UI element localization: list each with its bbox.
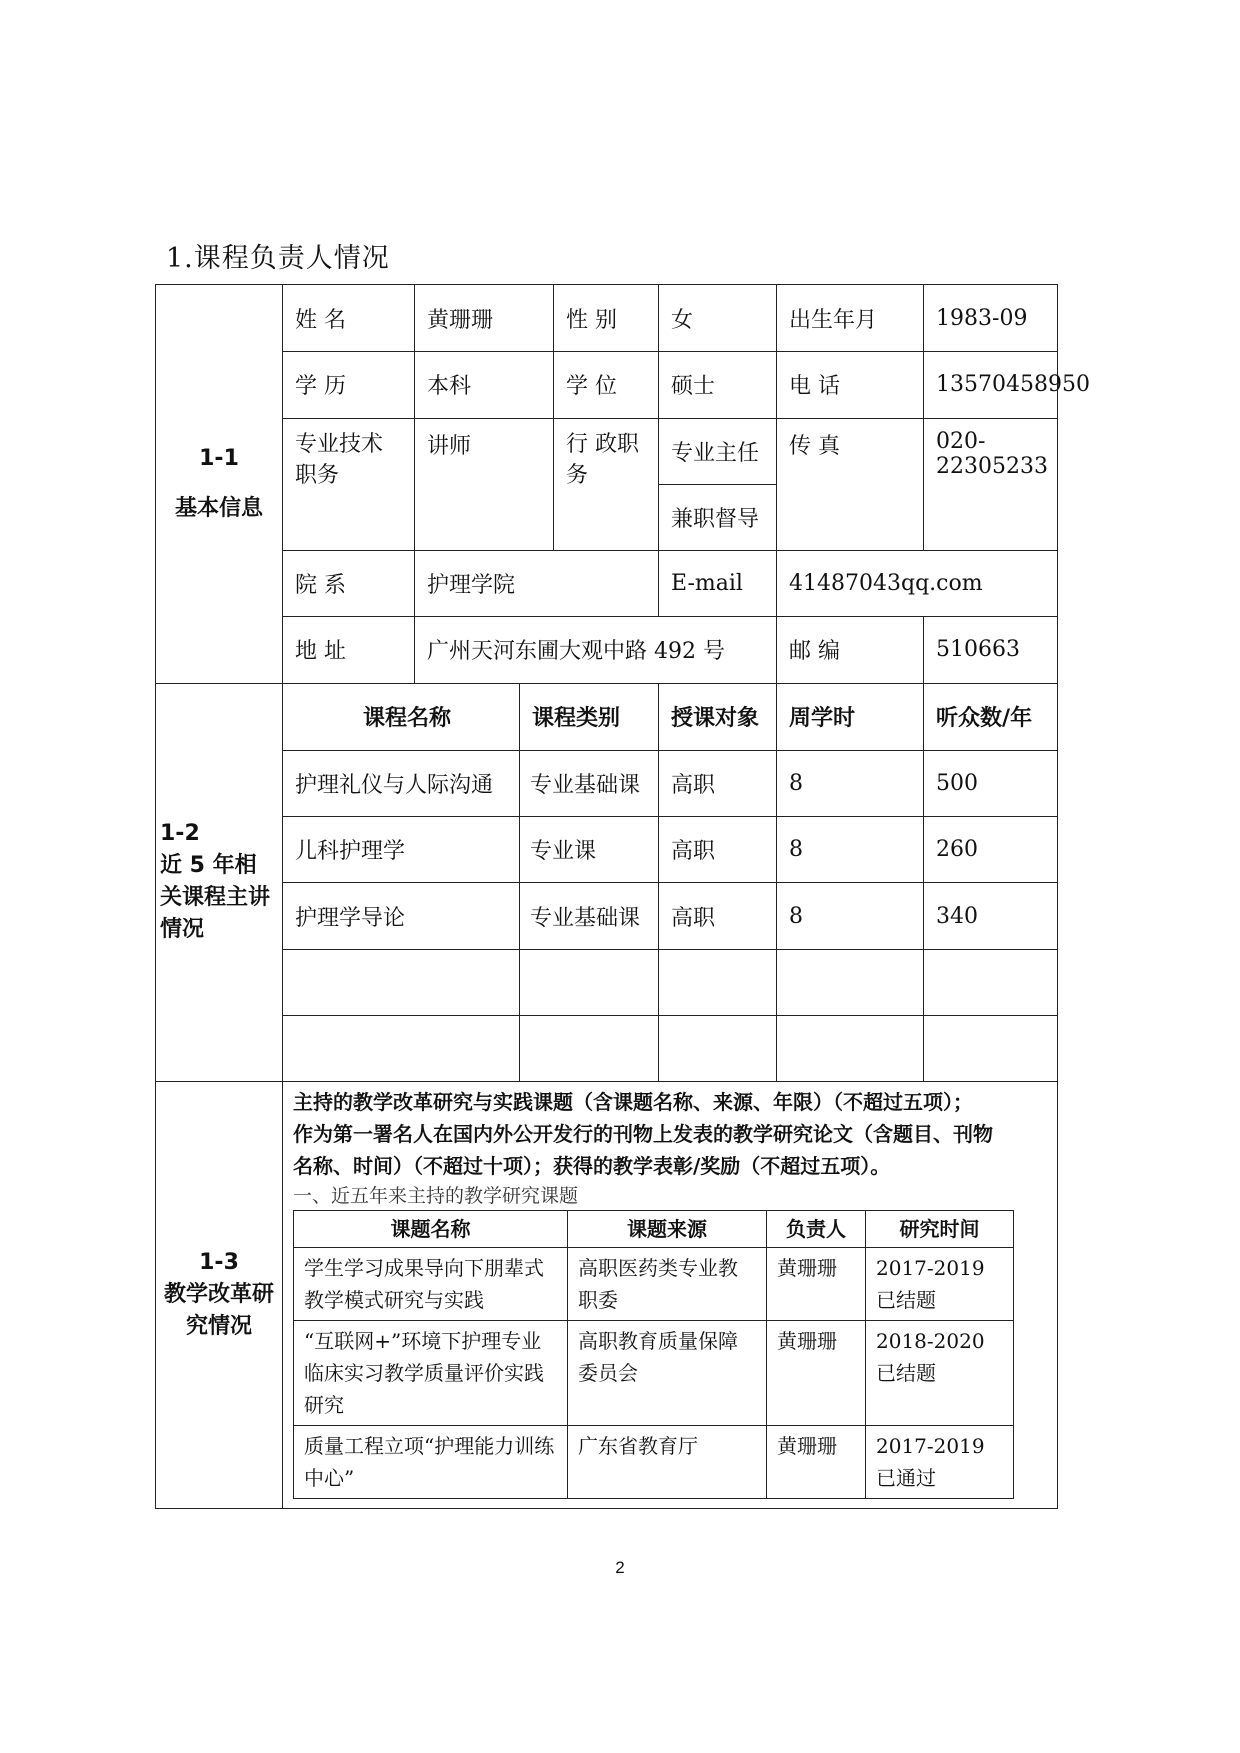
fax-value: 020-22305233 xyxy=(924,418,1058,551)
fax-label: 传 真 xyxy=(777,418,924,551)
birth-value: 1983-09 xyxy=(924,285,1058,352)
project-period xyxy=(866,1426,1014,1499)
course-type: 专业课 xyxy=(520,817,659,883)
course-target: 高职 xyxy=(659,750,777,816)
project-name: “互联网+”环境下护理专业临床实习教学质量评价实践研究 xyxy=(294,1321,568,1426)
admin-value-2: 兼职督导 xyxy=(659,484,777,550)
project-period xyxy=(866,1321,1014,1426)
section-1-1-code: 1-1 xyxy=(199,445,239,471)
course-hours: 8 xyxy=(777,817,924,883)
section-1-2-label xyxy=(156,683,283,1082)
project-source: 高职医药类专业教职委 xyxy=(568,1248,767,1321)
course-audience: 260 xyxy=(924,817,1058,883)
course-hours: 8 xyxy=(777,750,924,816)
project-period xyxy=(866,1248,1014,1321)
course-row-empty xyxy=(156,949,1058,1015)
admin-value-1: 专业主任 xyxy=(659,418,777,484)
project-status: 已结题 xyxy=(876,1361,936,1386)
reform-desc-1: 主持的教学改革研究与实践课题（含课题名称、来源、年限）（不超过五项）； xyxy=(293,1090,973,1115)
project-leader: 黄珊珊 xyxy=(767,1426,866,1499)
course-target: 高职 xyxy=(659,883,777,949)
course-row-empty xyxy=(156,1015,1058,1081)
research-projects-table xyxy=(293,1210,1014,1499)
section-1-3-name: 教学改革研究情况 xyxy=(163,1282,274,1340)
name-label xyxy=(283,285,415,352)
gender-value: 女 xyxy=(659,285,777,352)
name-value: 黄珊珊 xyxy=(415,285,554,352)
project-status: 已通过 xyxy=(876,1466,936,1491)
addr-label: 地 址 xyxy=(283,617,415,683)
birth-label: 出生年月 xyxy=(777,285,924,352)
project-name: 质量工程立项“护理能力训练中心” xyxy=(294,1426,568,1499)
section-1-2-name: 近 5 年相关课程主讲情况 xyxy=(160,853,271,943)
course-header-target: 授课对象 xyxy=(659,683,777,750)
project-header-name: 课题名称 xyxy=(294,1211,568,1248)
section-1-3-code: 1-3 xyxy=(199,1250,239,1276)
project-source: 广东省教育厅 xyxy=(568,1426,767,1499)
course-row xyxy=(156,817,1058,883)
course-leader-table xyxy=(155,284,1091,1509)
project-years: 2018-2020 xyxy=(876,1329,985,1354)
project-years: 2017-2019 xyxy=(876,1434,985,1459)
course-target: 高职 xyxy=(659,817,777,883)
gender-label: 性 别 xyxy=(554,285,659,352)
addr-value: 广州天河东圃大观中路 492 号 xyxy=(415,617,777,683)
course-hours: 8 xyxy=(777,883,924,949)
title-value: 讲师 xyxy=(415,418,554,551)
course-name: 护理学导论 xyxy=(283,883,520,949)
degree-value: 硕士 xyxy=(659,352,777,418)
project-header-period: 研究时间 xyxy=(866,1211,1014,1248)
reform-desc-3: 名称、时间）（不超过十项）；获得的教学表彰/奖励（不超过五项）。 xyxy=(293,1154,891,1179)
project-name: 学生学习成果导向下朋辈式教学模式研究与实践 xyxy=(294,1248,568,1321)
project-header-source: 课题来源 xyxy=(568,1211,767,1248)
section-1-1-label xyxy=(156,285,283,684)
email-label: E-mail xyxy=(659,551,777,617)
course-type: 专业基础课 xyxy=(520,883,659,949)
course-audience: 340 xyxy=(924,883,1058,949)
section-1-1-name: 基本信息 xyxy=(174,495,263,521)
project-years: 2017-2019 xyxy=(876,1256,985,1281)
project-row xyxy=(294,1426,1014,1499)
section-1-3-label xyxy=(156,1082,283,1509)
project-row xyxy=(294,1321,1014,1426)
course-row xyxy=(156,750,1058,816)
edu-label: 学 历 xyxy=(283,352,415,418)
course-name: 护理礼仪与人际沟通 xyxy=(283,750,520,816)
degree-label: 学 位 xyxy=(554,352,659,418)
reform-content xyxy=(283,1082,1058,1509)
course-type: 专业基础课 xyxy=(520,750,659,816)
reform-subhead: 一、近五年来主持的教学研究课题 xyxy=(293,1185,579,1208)
section-title: 1.课程负责人情况 xyxy=(166,243,390,274)
zip-value: 510663 xyxy=(924,617,1058,683)
name-label-text: 姓 名 xyxy=(295,307,346,333)
course-row xyxy=(156,883,1058,949)
project-row xyxy=(294,1248,1014,1321)
course-header-type: 课程类别 xyxy=(520,683,659,750)
title-label: 专业技术职务 xyxy=(283,418,415,551)
course-name: 儿科护理学 xyxy=(283,817,520,883)
dept-value: 护理学院 xyxy=(415,551,659,617)
section-1-2-code: 1-2 xyxy=(160,821,200,847)
admin-label: 行 政职 务 xyxy=(554,418,659,551)
course-header-name: 课程名称 xyxy=(283,683,520,750)
dept-label: 院 系 xyxy=(283,551,415,617)
project-leader: 黄珊珊 xyxy=(767,1321,866,1426)
page-number: 2 xyxy=(615,1558,625,1577)
phone-label: 电 话 xyxy=(777,352,924,418)
email-value: 41487043qq.com xyxy=(777,551,1058,617)
project-header-leader: 负责人 xyxy=(767,1211,866,1248)
edu-value: 本科 xyxy=(415,352,554,418)
zip-label: 邮 编 xyxy=(777,617,924,683)
course-header-hours: 周学时 xyxy=(777,683,924,750)
project-status: 已结题 xyxy=(876,1288,936,1313)
course-header-audience: 听众数/年 xyxy=(924,683,1058,750)
reform-desc-2: 作为第一署名人在国内外公开发行的刊物上发表的教学研究论文（含题目、刊物 xyxy=(293,1122,993,1147)
project-source: 高职教育质量保障委员会 xyxy=(568,1321,767,1426)
phone-value: 13570458950 xyxy=(924,352,1058,418)
project-leader: 黄珊珊 xyxy=(767,1248,866,1321)
course-audience: 500 xyxy=(924,750,1058,816)
